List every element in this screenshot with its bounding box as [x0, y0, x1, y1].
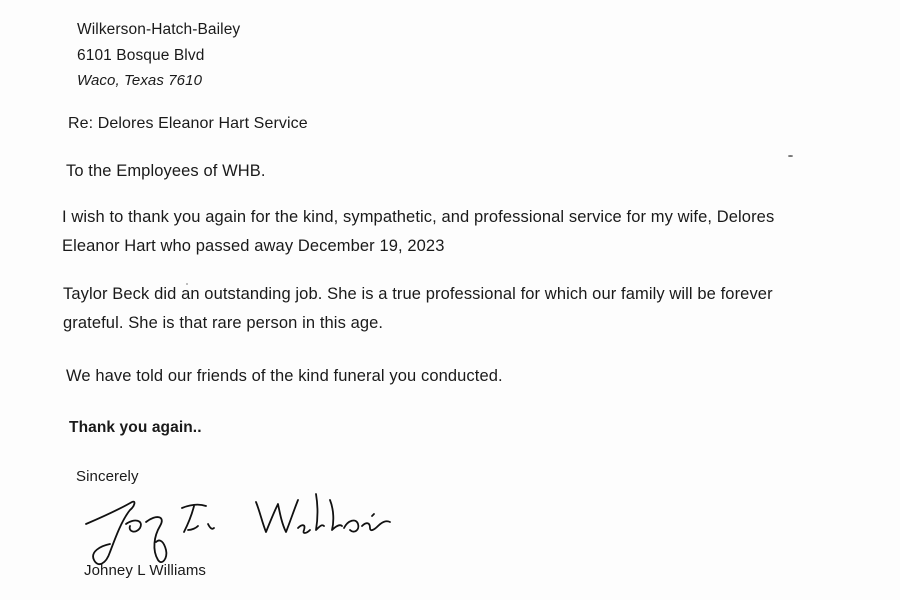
paragraph-1-line-2: Eleanor Hart who passed away December 19, 2023 [62, 237, 445, 255]
paragraph-3-line-1: We have told our friends of the kind funeral you conducted. [66, 367, 503, 385]
salutation: To the Employees of WHB. [66, 162, 266, 180]
paragraph-2-line-2: grateful. She is that rare person in this age. [63, 314, 384, 332]
paragraph-2-line-1: Taylor Beck did an outstanding job. She is a true professional for which our family will be forever [63, 285, 773, 303]
paper-speck [186, 283, 188, 285]
sender-street: 6101 Bosque Blvd [77, 47, 205, 64]
paragraph-1-line-1: I wish to thank you again for the kind, sympathetic, and professional service for my wife, Delores [62, 208, 775, 226]
sign-off: Sincerely [76, 468, 139, 485]
sender-city: Waco, Texas 7610 [77, 72, 203, 89]
closing-thanks: Thank you again.. [69, 419, 202, 436]
signer-name: Johney L Williams [84, 562, 207, 579]
paper-speck [788, 155, 793, 157]
sender-company: Wilkerson-Hatch-Bailey [77, 21, 241, 38]
subject-line: Re: Delores Eleanor Hart Service [68, 115, 308, 132]
